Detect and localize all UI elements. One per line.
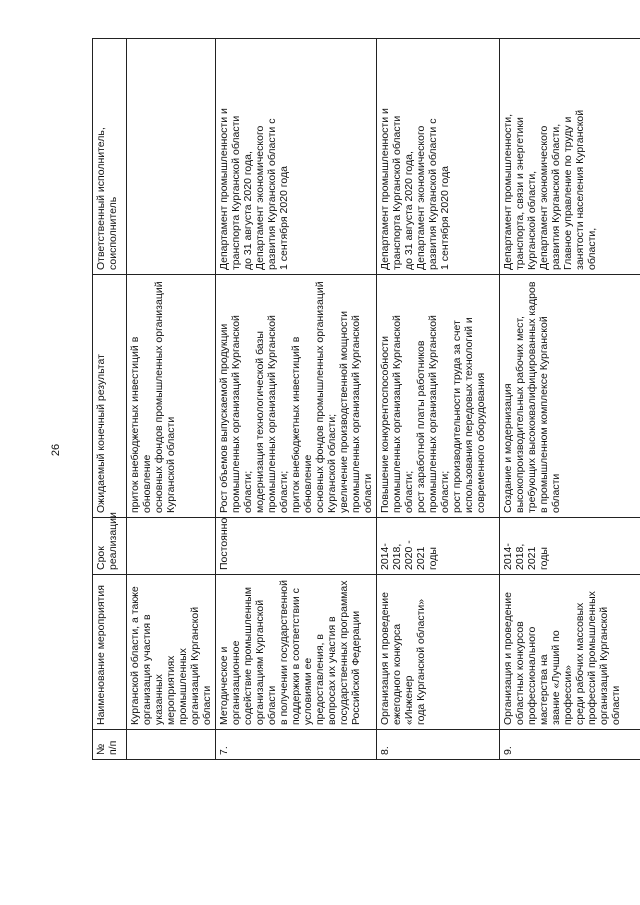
cell-no: 7.: [216, 730, 377, 760]
header-no: № п/п: [93, 730, 127, 760]
table-header-row: [93, 39, 127, 760]
cell-responsible: [127, 39, 216, 275]
cell-term: [127, 518, 216, 575]
table-row: [127, 39, 216, 760]
cell-term: 2014-2018, 2020 - 2021 годы: [377, 518, 500, 575]
cell-no: 9.: [500, 730, 640, 760]
cell-result: Создание и модернизация высокопроизводительных рабочих мест, требующих высококвалифицированных кадров в промышленном комплексе Курганской области: [500, 275, 640, 518]
header-name: Наименование мероприятия: [93, 575, 127, 730]
cell-name: Организация и проведение ежегодного конкурса «Инженер года Курганской области»: [377, 575, 500, 730]
page-number: 26: [50, 443, 62, 457]
cell-term: Постоянно: [216, 518, 377, 575]
cell-name: Курганской области, а также организация участия в указанных мероприятиях промышленных организаций Курганской области: [127, 575, 216, 730]
cell-responsible: Департамент промышленности и транспорта Курганской области до 31 августа 2020 года, Департамент экономического развития Курганской области с 1 сентября 2020 года: [216, 39, 377, 275]
cell-responsible: Департамент промышленности и транспорта Курганской области до 31 августа 2020 года, Департамент экономического развития Курганской области с 1 сентября 2020 года: [377, 39, 500, 275]
cell-no: 8.: [377, 730, 500, 760]
table-row: [377, 39, 500, 760]
table-row: [216, 39, 377, 760]
cell-no: [127, 730, 216, 760]
table-row: [500, 39, 640, 760]
cell-result: Рост объемов выпускаемой продукции промышленных организаций Курганской области; модернизация технологической базы промышленных организаций Курганской области; приток внебюджетных инвестиций в обновление основных фондов промышленных организаций Курганской области; увеличение производственной мощности промышленных организаций Курганской области: [216, 275, 377, 518]
header-term: Срок реализации: [93, 518, 127, 575]
cell-responsible: Департамент промышленности, транспорта, связи и энергетики Курганской области, Департамент экономического развития Курганской области, Главное управление по труду и занятости населения Курганской области,: [500, 39, 640, 275]
cell-name: Организация и проведение областных конкурсов профессионального мастерства на звание «Лучший по профессии» среди рабочих массовых профессий промышленных организаций Курганской области: [500, 575, 640, 730]
cell-term: 2014-2018, 2021 годы: [500, 518, 640, 575]
cell-result: Повышение конкурентоспособности промышленных организаций Курганской области; рост заработной платы работников промышленных организаций Курганской области; рост производительности труда за счет использования передовых технологий и современного оборудования: [377, 275, 500, 518]
cell-result: приток внебюджетных инвестиций в обновление основных фондов промышленных организаций Курганской области: [127, 275, 216, 518]
header-responsible: Ответственный исполнитель, соисполнитель: [93, 39, 127, 275]
header-result: Ожидаемый конечный результат: [93, 275, 127, 518]
measures-table: [92, 38, 640, 760]
cell-name: Методическое и организационное содействие промышленным организациям Курганской области в получении государственной поддержки в соответствии с условиями ее предоставления, в вопросах их участия в государственных программах Российской Федерации: [216, 575, 377, 730]
